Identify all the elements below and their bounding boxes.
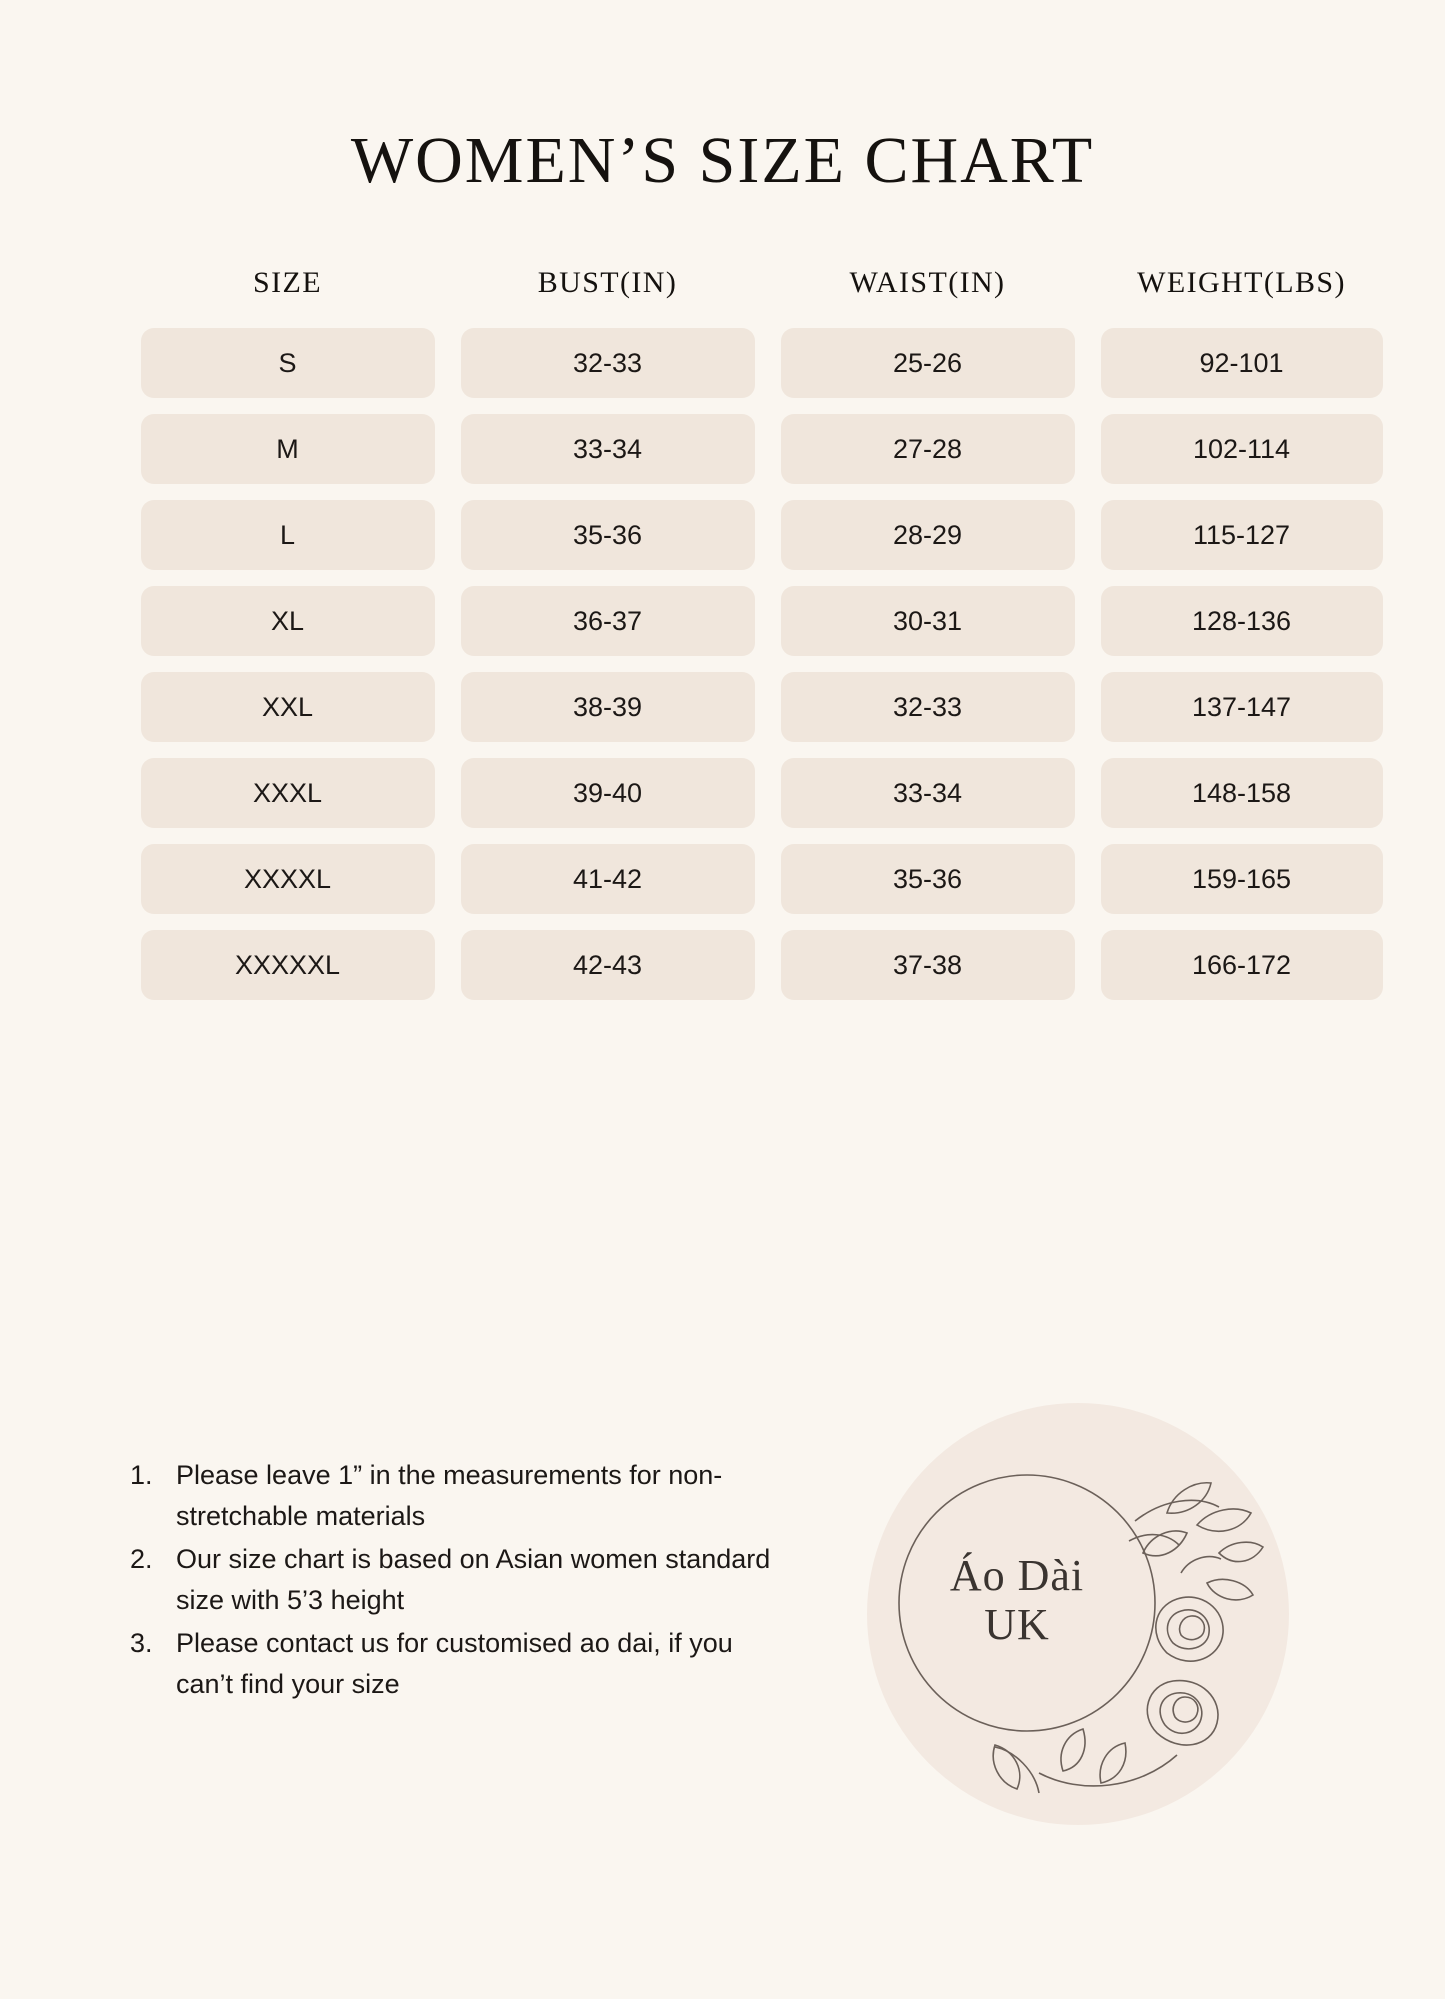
table-row: [141, 758, 1305, 828]
page-title: WOMEN’S SIZE CHART: [350, 124, 1095, 197]
table-row: [141, 930, 1305, 1000]
list-item: [130, 1623, 790, 1705]
cell-size: XL: [141, 586, 435, 656]
size-chart-page: [0, 124, 1445, 1999]
cell-waist: 28-29: [781, 500, 1075, 570]
logo-text: [867, 1551, 1167, 1650]
note-number: 2.: [130, 1544, 153, 1575]
cell-waist: 37-38: [781, 930, 1075, 1000]
cell-bust: 42-43: [461, 930, 755, 1000]
cell-size: XXL: [141, 672, 435, 742]
cell-weight: 128-136: [1101, 586, 1383, 656]
cell-size: L: [141, 500, 435, 570]
size-table: [141, 194, 1346, 1000]
cell-bust: 38-39: [461, 672, 755, 742]
list-item: [130, 1539, 790, 1621]
cell-bust: 32-33: [461, 328, 755, 398]
cell-bust: 39-40: [461, 758, 755, 828]
cell-size: XXXXXL: [141, 930, 435, 1000]
column-header-weight: WEIGHT(LBS): [1137, 266, 1346, 299]
cell-weight: 137-147: [1101, 672, 1383, 742]
column-header-size: SIZE: [253, 266, 322, 299]
cell-waist: 27-28: [781, 414, 1075, 484]
cell-bust: 35-36: [461, 500, 755, 570]
notes-list: [130, 1455, 790, 1707]
cell-size: M: [141, 414, 435, 484]
note-text: Please contact us for customised ao dai, if you can’t find your size: [176, 1628, 733, 1700]
cell-bust: 41-42: [461, 844, 755, 914]
table-row: [141, 672, 1305, 742]
cell-weight: 148-158: [1101, 758, 1383, 828]
note-number: 1.: [130, 1460, 153, 1490]
note-text: Our size chart is based on Asian women standard size with 5’3 height: [176, 1544, 771, 1616]
cell-size: XXXXL: [141, 844, 435, 914]
cell-weight: 92-101: [1101, 328, 1383, 398]
note-text: Please leave 1” in the measurements for non-stretchable materials: [176, 1460, 723, 1532]
table-row: [141, 844, 1305, 914]
table-row: [141, 586, 1305, 656]
cell-weight: 166-172: [1101, 930, 1383, 1000]
cell-waist: 35-36: [781, 844, 1075, 914]
table-row: [141, 328, 1305, 398]
cell-weight: 115-127: [1101, 500, 1383, 570]
cell-waist: 33-34: [781, 758, 1075, 828]
logo-line-1: Áo Dài: [949, 1551, 1085, 1600]
table-row: [141, 500, 1305, 570]
cell-weight: 159-165: [1101, 844, 1383, 914]
column-header-waist: WAIST(IN): [849, 266, 1006, 299]
column-header-bust: BUST(IN): [537, 266, 678, 299]
cell-waist: 30-31: [781, 586, 1075, 656]
cell-waist: 25-26: [781, 328, 1075, 398]
list-item: [130, 1455, 790, 1537]
note-number: 3.: [130, 1628, 153, 1659]
cell-size: S: [141, 328, 435, 398]
cell-weight: 102-114: [1101, 414, 1383, 484]
cell-bust: 36-37: [461, 586, 755, 656]
cell-waist: 32-33: [781, 672, 1075, 742]
table-header-row: [141, 266, 1346, 300]
logo-line-2: UK: [984, 1600, 1050, 1650]
table-row: [141, 414, 1305, 484]
brand-logo: [867, 1403, 1289, 1825]
cell-size: XXXL: [141, 758, 435, 828]
cell-bust: 33-34: [461, 414, 755, 484]
